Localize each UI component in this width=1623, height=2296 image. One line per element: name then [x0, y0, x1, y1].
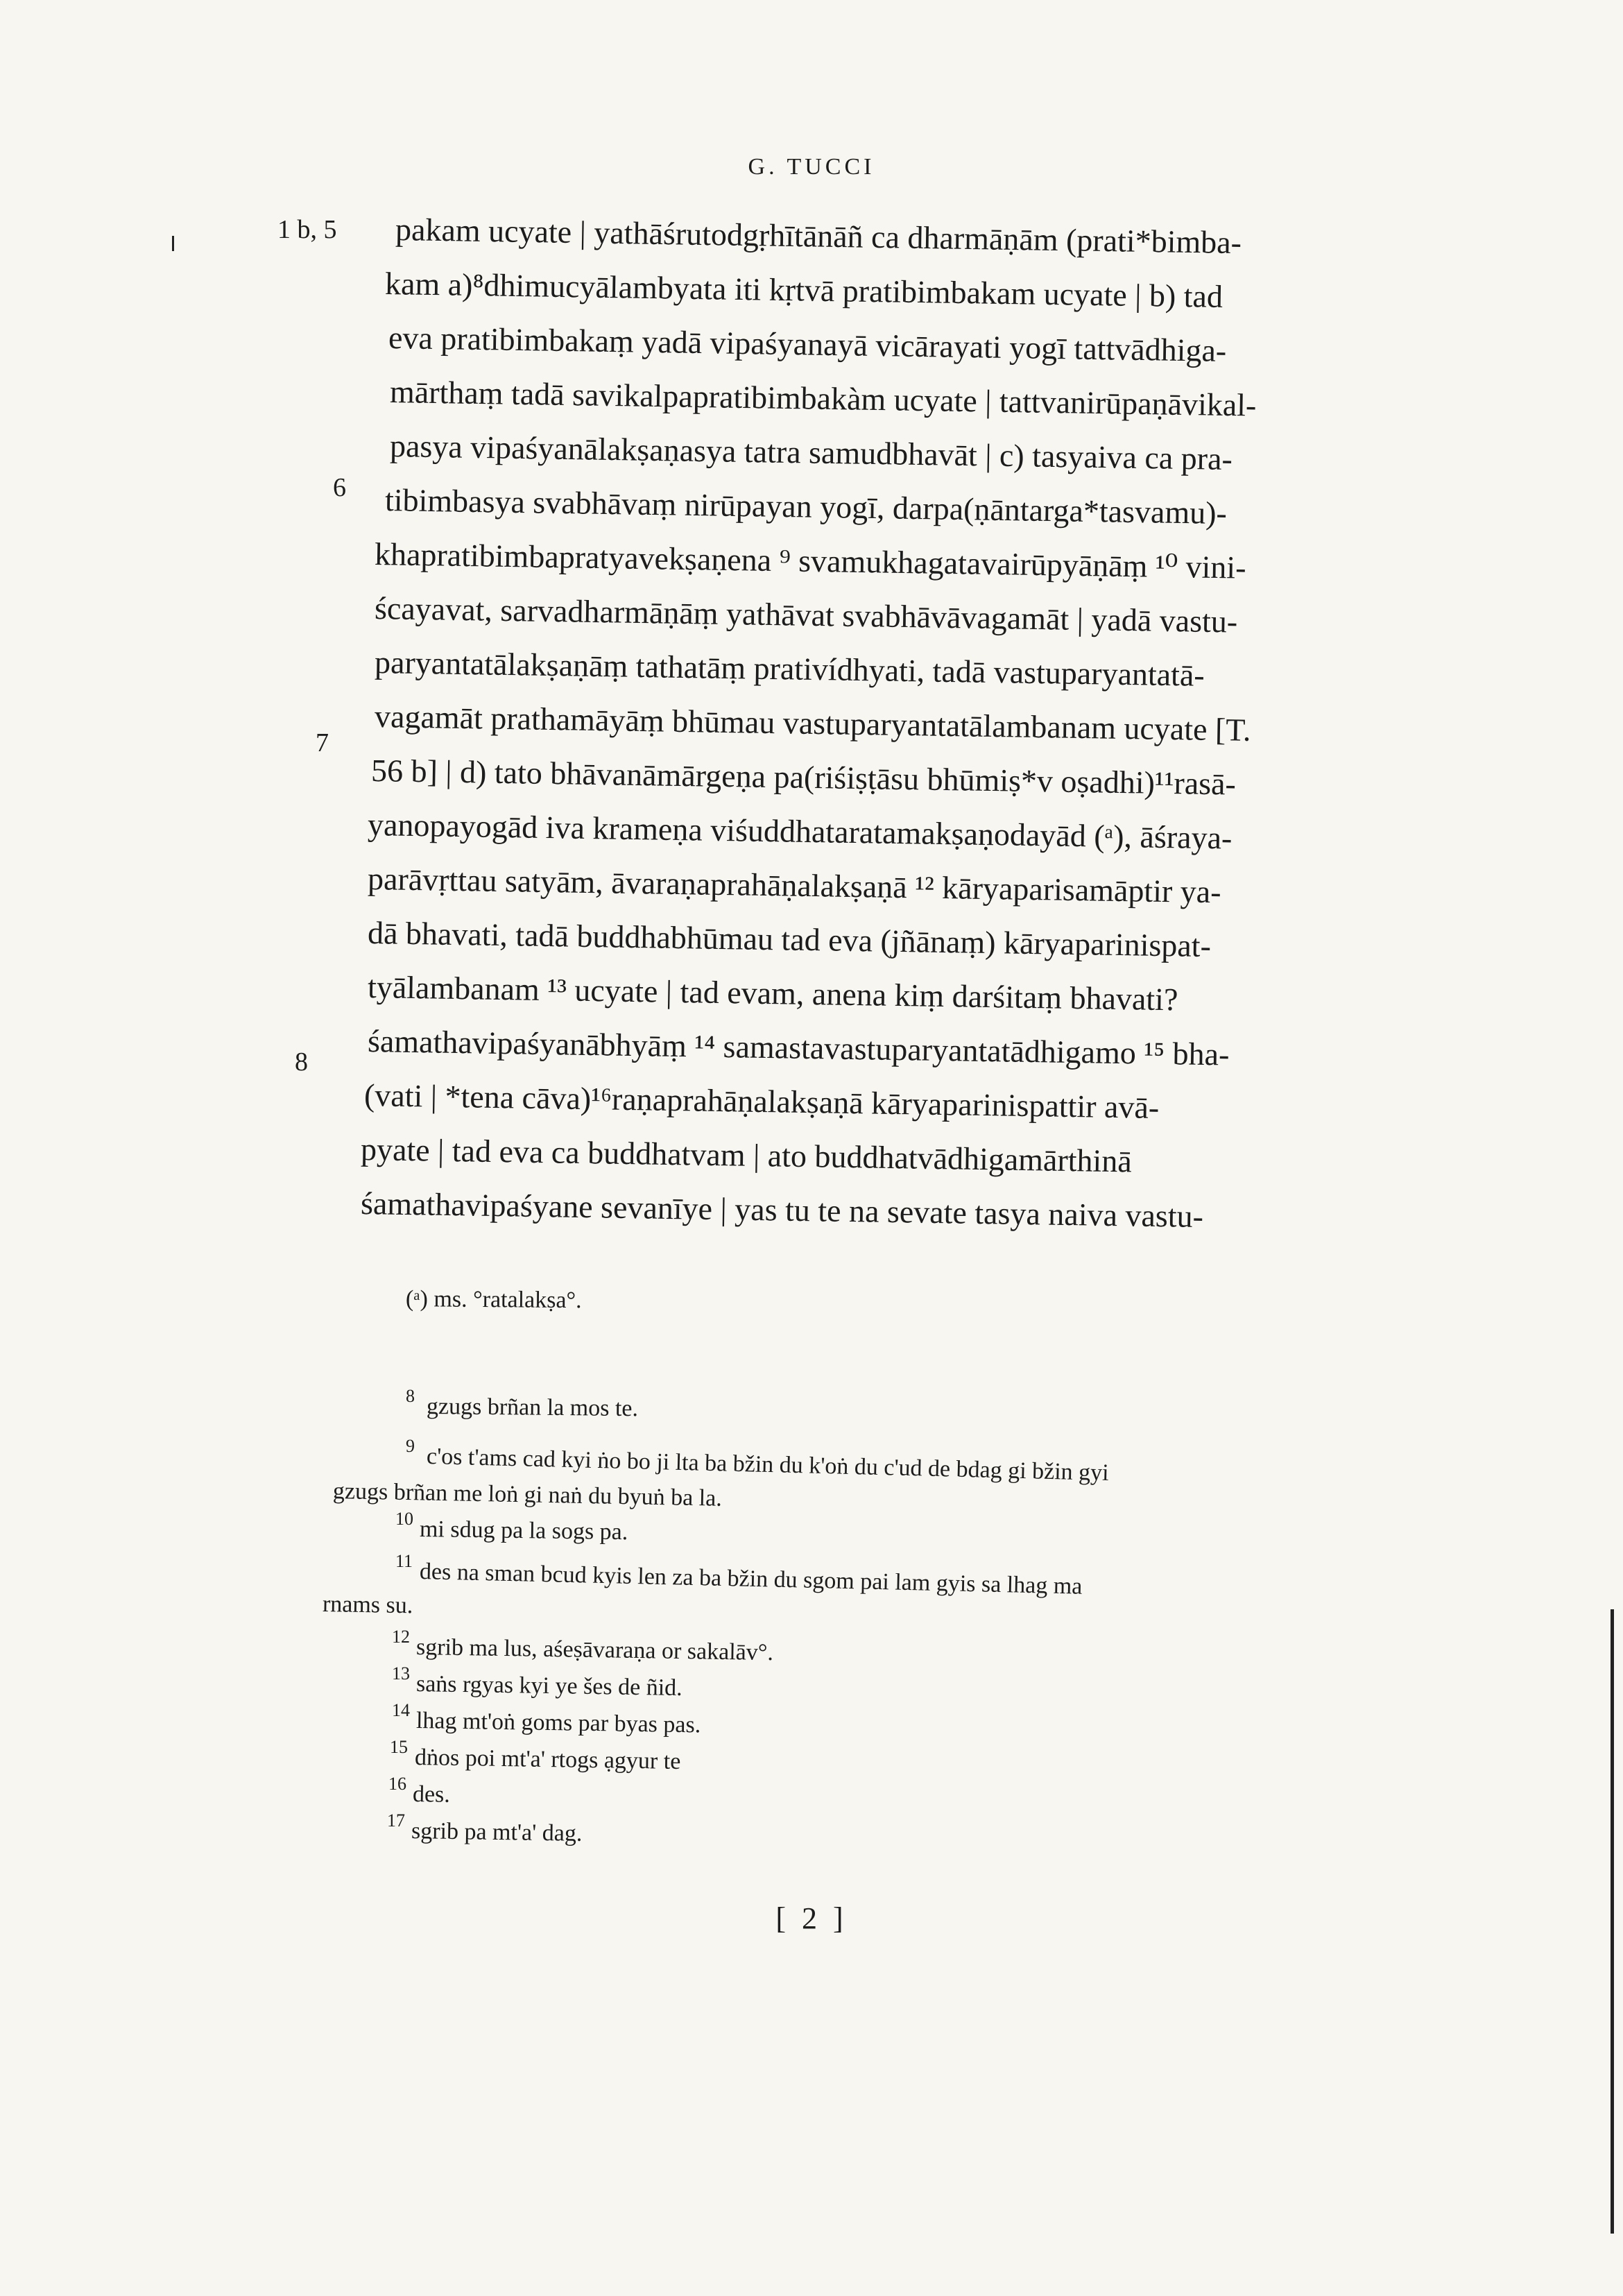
textual-note: (ᵃ) ms. °ratalakṣa°.	[405, 1286, 582, 1314]
page-number: [ 2 ]	[775, 1901, 848, 1935]
footnote-number: 10	[395, 1509, 413, 1529]
text-line: tibimbasya svabhāvaṃ nirūpayan yogī, darpa(ṇāntarga*tasvamu)-	[384, 482, 1228, 531]
text-line: dā bhavati, tadā buddhabhūmau tad eva (jñānaṃ) kāryaparinispat-	[367, 915, 1212, 964]
footnote-text: gzugs brñan la mos te.	[426, 1394, 639, 1422]
text-line: khapratibimbapratyavekṣaṇena ⁹ svamukhagatavairūpyāṇāṃ ¹⁰ vini-	[374, 536, 1246, 585]
footnote-text: rnams su.	[322, 1591, 413, 1619]
margin-reference: 1 b, 5	[277, 215, 337, 244]
text-line: kam a)⁸dhimucyālambyata iti kṛtvā pratibimbakam ucyate | b) tad	[384, 266, 1223, 314]
footnote-number: 12	[392, 1627, 410, 1647]
footnote-number: 15	[390, 1737, 408, 1757]
footnote-number: 13	[392, 1663, 410, 1684]
footnote-text: des na sman bcud kyis len za ba bžin du sgom pai lam gyis sa lhag ma	[419, 1559, 1083, 1600]
text-line: śamathavipaśyane sevanīye | yas tu te na sevate tasya naiva vastu-	[360, 1185, 1204, 1235]
text-line: tyālambanam ¹³ ucyate | tad evam, anena kiṃ darśitaṃ bhavati?	[367, 969, 1178, 1018]
text-line: (vati | *tena cāva)¹⁶raṇaprahāṇalakṣaṇā kāryaparinispattir avā-	[363, 1077, 1160, 1126]
scan-dot	[172, 236, 174, 251]
text-line: eva pratibimbakaṃ yadā vipaśyanayā vicārayati yogī tattvādhiga-	[388, 320, 1227, 368]
footnote-text: dṅos poi mt'a' rtogs ạgyur te	[414, 1745, 681, 1775]
running-header: G. TUCCI	[748, 154, 875, 180]
footnote-number: 17	[387, 1810, 405, 1831]
text-line: pyate | tad eva ca buddhatvam | ato buddhatvādhigamārthinā	[360, 1131, 1133, 1179]
text-line: pakam ucyate | yathāśrutodgṛhītānāñ ca dharmāṇām (prati*bimba-	[395, 212, 1242, 261]
text-line: yanopayogād iva krameṇa viśuddhataratamakṣaṇodayād (ᵃ), āśraya-	[367, 807, 1233, 856]
footnote-number: 14	[392, 1700, 410, 1720]
footnote-text: sgrib pa mt'a' dag.	[411, 1818, 583, 1847]
footnote-text: saṅs rgyas kyi ye šes de ñid.	[415, 1671, 682, 1702]
margin-reference: 7	[316, 728, 329, 757]
footnote-text: mi sdug pa la sogs pa.	[419, 1516, 628, 1545]
text-line: mārthaṃ tadā savikalpapratibimbakàm ucyate | tattvanirūpaṇāvikal-	[389, 374, 1257, 423]
footnote-text: lhag mt'oṅ goms par byas pas.	[415, 1708, 701, 1738]
footnote-number: 11	[395, 1551, 413, 1571]
footnote-text: gzugs brñan me loṅ gi naṅ du byuṅ ba la.	[332, 1478, 723, 1511]
footnote-text: sgrib ma lus, aśeṣāvaraṇa or sakalāv°.	[415, 1634, 774, 1666]
footnote-number: 16	[388, 1774, 406, 1794]
margin-reference: 8	[295, 1047, 308, 1077]
text-line: paryantatālakṣaṇāṃ tathatāṃ prativídhyati, tadā vastuparyantatā-	[374, 644, 1205, 693]
text-line: parāvṛttau satyām, āvaraṇaprahāṇalakṣaṇā ¹² kāryaparisamāptir ya-	[367, 861, 1221, 910]
text-line: 56 b] | d) tato bhāvanāmārgeṇa pa(riśiṣṭāsu bhūmiṣ*v oṣadhi)¹¹rasā-	[370, 753, 1237, 802]
text-line: śamathavipaśyanābhyāṃ ¹⁴ samastavastuparyantatādhigamo ¹⁵ bha-	[367, 1023, 1230, 1072]
text-line: ścayavat, sarvadharmāṇāṃ yathāvat svabhāvāvagamāt | yadā vastu-	[374, 590, 1238, 640]
scan-edge-mark	[1611, 1609, 1614, 2234]
footnote-text: des.	[412, 1781, 451, 1808]
footnote-number: 8	[406, 1386, 415, 1406]
footnote-number: 9	[406, 1436, 415, 1456]
text-line: pasya vipaśyanālakṣaṇasya tatra samudbhavāt | c) tasyaiva ca pra-	[389, 428, 1233, 477]
margin-reference: 6	[333, 473, 346, 502]
text-line: vagamāt prathamāyāṃ bhūmau vastuparyantatālambanam ucyate [T.	[374, 699, 1251, 748]
footnote-text: c'os t'ams cad kyi ṅo bo ji lta ba bžin du k'oṅ du c'ud de bdag gi bžin gyi	[426, 1443, 1110, 1487]
